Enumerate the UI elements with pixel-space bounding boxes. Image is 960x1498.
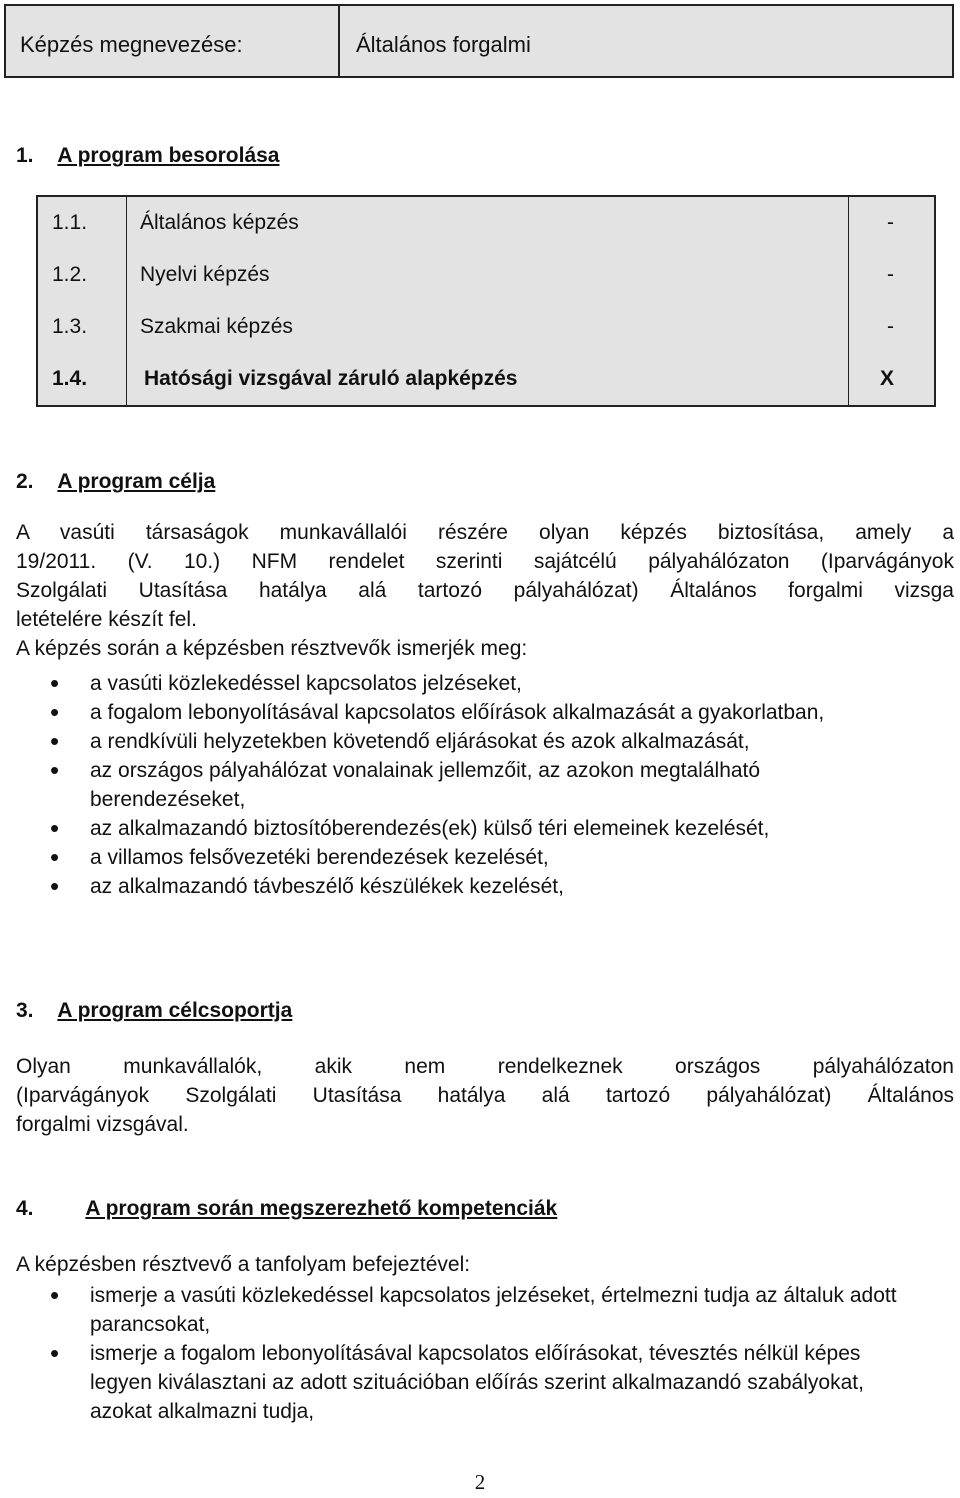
section3-title: A program célcsoportja — [57, 999, 293, 1022]
section3-heading — [16, 999, 292, 1023]
row-name: Szakmai képzés — [140, 315, 293, 338]
page-number: 2 — [474, 1470, 486, 1494]
section2-number: 2. — [16, 470, 34, 493]
list-item: • az országos pályahálózat vonalainak jellemzőit, az azokon megtalálható berendezéseket, — [54, 756, 874, 814]
section2-bullet-list — [54, 669, 874, 901]
section2-heading — [16, 470, 215, 494]
row-mark: - — [887, 211, 894, 234]
row-number: 1.1. — [52, 211, 88, 234]
list-item: • a villamos felsővezetéki berendezések kezelését, — [54, 843, 874, 872]
paragraph-line: (Iparvágányok Szolgálati Utasítása hatálya alá tartozó pályahálózat) Általános — [16, 1084, 954, 1107]
list-item: • a rendkívüli helyzetekben követendő eljárásokat és azok alkalmazását, — [54, 727, 874, 756]
section2-title: A program célja — [57, 470, 216, 493]
section1-title: A program besorolása — [57, 144, 280, 167]
row-name: Hatósági vizsgával záruló alapképzés — [144, 367, 518, 390]
row-number: 1.3. — [52, 315, 88, 338]
row-number: 1.4. — [52, 367, 88, 390]
section1-heading — [16, 144, 279, 168]
header-value: Általános forgalmi — [356, 32, 531, 57]
classification-table — [36, 195, 936, 407]
section2-intro: A képzés során a képzésben résztvevők ismerjék meg: — [16, 637, 528, 660]
table-row — [38, 301, 934, 353]
row-mark: - — [887, 315, 894, 338]
section4-number: 4. — [16, 1197, 34, 1220]
section4-heading — [16, 1197, 557, 1221]
row-mark: X — [879, 367, 894, 390]
section2-paragraph — [16, 518, 954, 663]
section1-number: 1. — [16, 144, 34, 167]
table-row — [38, 249, 934, 301]
header-table — [4, 4, 954, 78]
list-item: • a vasúti közlekedéssel kapcsolatos jelzéseket, — [54, 669, 874, 698]
paragraph-line: Szolgálati Utasítása hatálya alá tartozó pályahálózat) Általános forgalmi vizsga — [16, 579, 954, 602]
table-row — [38, 353, 934, 405]
section4-bullet-list — [54, 1281, 914, 1426]
list-item: • ismerje a vasúti közlekedéssel kapcsolatos jelzéseket, értelmezni tudja az általuk adott parancsokat, — [54, 1281, 914, 1339]
header-label: Képzés megnevezése: — [20, 32, 243, 57]
row-name: Nyelvi képzés — [140, 263, 270, 286]
paragraph-line: A vasúti társaságok munkavállalói részére olyan képzés biztosítása, amely a — [16, 521, 954, 544]
row-name: Általános képzés — [140, 211, 299, 234]
row-mark: - — [887, 263, 894, 286]
section3-number: 3. — [16, 999, 34, 1022]
list-item: • a fogalom lebonyolításával kapcsolatos előírások alkalmazását a gyakorlatban, — [54, 698, 874, 727]
paragraph-line: 19/2011. (V. 10.) NFM rendelet szerinti sajátcélú pályahálózaton (Iparvágányok — [16, 550, 954, 573]
paragraph-line: forgalmi vizsgával. — [16, 1113, 189, 1136]
section4-title: A program során megszerezhető kompetenciák — [85, 1197, 558, 1220]
section3-paragraph — [16, 1052, 954, 1139]
paragraph-line: letételére készít fel. — [16, 608, 197, 631]
list-item: • az alkalmazandó biztosítóberendezés(ek) külső téri elemeinek kezelését, — [54, 814, 874, 843]
section4-intro: A képzésben résztvevő a tanfolyam befejeztével: — [16, 1253, 471, 1276]
paragraph-line: Olyan munkavállalók, akik nem rendelkeznek országos pályahálózaton — [16, 1055, 954, 1078]
list-item: • ismerje a fogalom lebonyolításával kapcsolatos előírásokat, tévesztés nélkül képes legyen kiválasztani az adott szituációban előírás szerint alkalmazandó szabályokat, azokat alkalmazni tudja, — [54, 1339, 914, 1426]
list-item: • az alkalmazandó távbeszélő készülékek kezelését, — [54, 872, 874, 901]
table-row — [38, 197, 934, 249]
row-number: 1.2. — [52, 263, 88, 286]
